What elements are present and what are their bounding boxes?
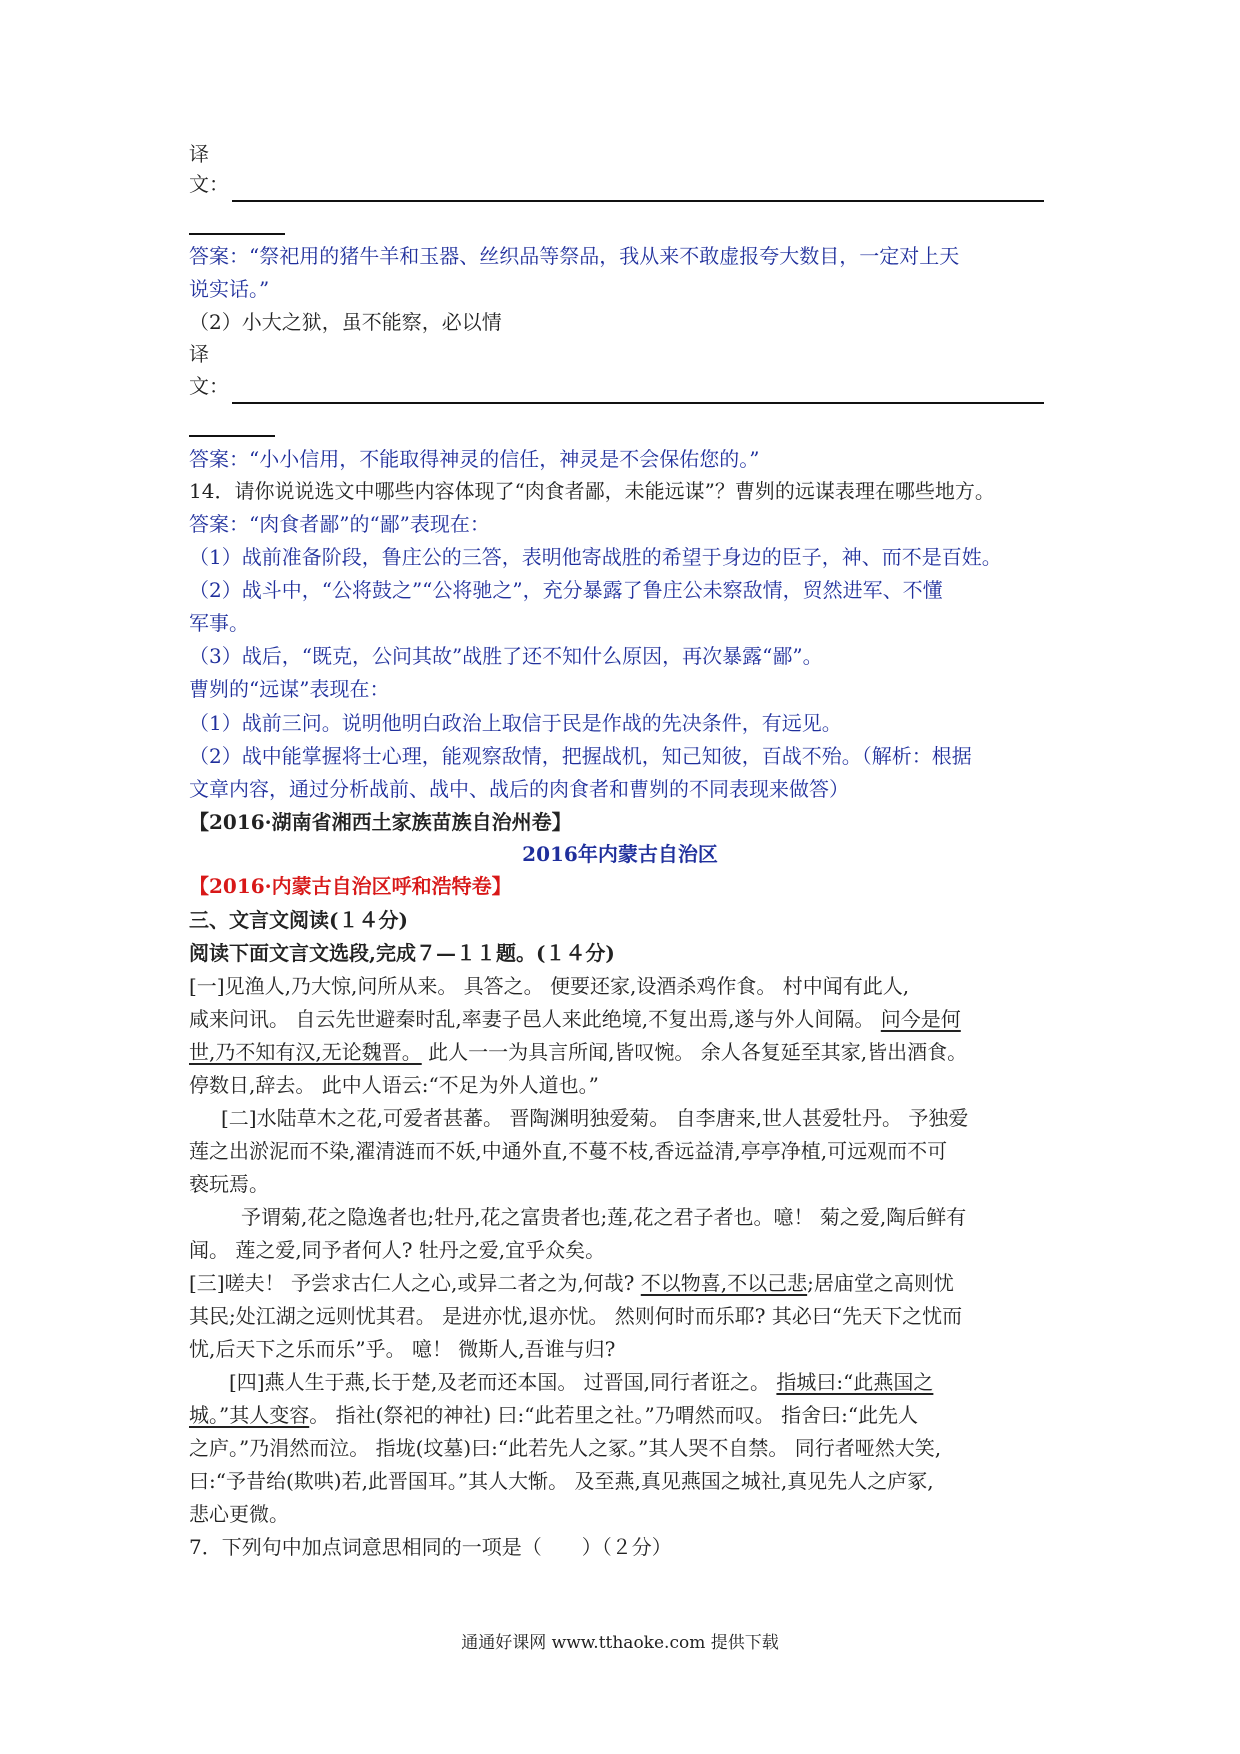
passage-line [189,1005,961,1033]
answer-text: （2）战斗中，“公将鼓之”“公将驰之”，充分暴露了鲁庄公未察敌情，贸然进军、不懂 [189,578,943,602]
instruction: 阅读下面文言文选段,完成７—１１题。(１４分) [189,941,615,965]
question-7: 7．下列句中加点词意思相同的一项是（ ）（２分） [189,1535,672,1559]
footer: 通通好课网 www.tthaoke.com 提供下载 [461,1633,779,1653]
answer-text: 曹刿的“远谋”表现在： [189,677,390,701]
answer-text: （1）战前准备阶段，鲁庄公的三答，表明他寄战胜的希望于身边的臣子，神、而不是百姓。 [189,545,1002,569]
passage-line: 停数日,辞去。 此中人语云:“不足为外人道也。” [189,1073,599,1097]
underlined-text: 指城曰:“此燕国之 [776,1370,934,1394]
answer-text: 说实话。” [189,277,270,301]
answer-text: 文章内容，通过分析战前、战中、战后的肉食者和曹刿的不同表现来做答） [189,777,849,801]
label-yi: 译 [189,142,209,166]
passage-line [189,1038,967,1066]
passage-line: 予谓菊,花之隐逸者也;牡丹,花之富贵者也;莲,花之君子者也。噫！ 菊之爱,陶后鲜有 [241,1205,967,1229]
sub-question: （2）小大之狱，虽不能察，必以情 [189,310,502,334]
answer-line [189,435,275,437]
text: ;居庙堂之高则忧 [807,1271,954,1295]
passage-line: 悲心更微。 [189,1502,289,1526]
answer-line [232,402,1044,404]
passage-line: 莲之出淤泥而不染,濯清涟而不妖,中通外直,不蔓不枝,香远益清,亭亭净植,可远观而不可 [189,1139,948,1163]
passage-line: 亵玩焉。 [189,1172,269,1196]
answer-text: （3）战后，“既克，公问其故”战胜了还不知什么原因，再次暴露“鄙”。 [189,644,823,668]
answer-text: 军事。 [189,611,249,635]
answer-text: 答案：“祭祀用的猪牛羊和玉器、丝织品等祭品，我从来不敢虚报夸大数目，一定对上天 [189,244,960,268]
passage-line [189,1269,954,1297]
text: [四]燕人生于燕,长于楚,及老而还本国。 过晋国,同行者诳之。 [229,1370,777,1394]
underlined-text: 城。”其人变容 [189,1403,310,1427]
label-wen: 文： [189,374,229,398]
passage-line [189,1401,918,1429]
passage-line [229,1368,933,1396]
answer-line [232,200,1044,202]
region-title: 2016年内蒙古自治区 [522,842,718,866]
answer-line [189,233,285,235]
text: 此人一一为具言所闻,皆叹惋。 余人各复延至其家,皆出酒食。 [421,1040,968,1064]
text: 。 指社(祭祀的神社) 曰:“此若里之社。”乃喟然而叹。 指舍曰:“此先人 [309,1403,919,1427]
passage-line: 忧,后天下之乐而乐”乎。 噫！ 微斯人,吾谁与归? [189,1337,616,1361]
paper-title: 【2016·内蒙古自治区呼和浩特卷】 [189,874,512,898]
passage-line: [一]见渔人,乃大惊,问所从来。 具答之。 便要还家,设酒杀鸡作食。 村中闻有此人, [189,974,910,998]
passage-line: 曰:“予昔绐(欺哄)若,此晋国耳。”其人大惭。 及至燕,真见燕国之城社,真见先人之庐冢, [189,1469,934,1493]
answer-text: （1）战前三问。说明他明白政治上取信于民是作战的先决条件，有远见。 [189,711,842,735]
text: [三]嗟夫！ 予尝求古仁人之心,或异二者之为,何哉? [189,1271,641,1295]
passage-line: [二]水陆草木之花,可爱者甚蕃。 晋陶渊明独爱菊。 自李唐来,世人甚爱牡丹。 予独爱 [221,1106,969,1130]
answer-text: 答案：“小小信用，不能取得神灵的信任，神灵是不会保佑您的。” [189,447,760,471]
underlined-text: 问今是何 [880,1007,961,1031]
underlined-text: 不以物喜,不以己悲 [640,1271,808,1295]
passage-line: 之庐。”乃涓然而泣。 指垅(坟墓)曰:“此若先人之冢。”其人哭不自禁。 同行者哑然大笑, [189,1436,942,1460]
answer-text: 答案：“肉食者鄙”的“鄙”表现在： [189,512,490,536]
label-wen: 文： [189,172,229,196]
exam-heading: 【2016·湖南省湘西土家族苗族自治州卷】 [189,810,572,834]
question-14: 14．请你说说选文中哪些内容体现了“肉食者鄙，未能远谋”？曹刿的远谋表理在哪些地方。 [189,479,995,503]
answer-text: （2）战中能掌握将士心理，能观察敌情，把握战机，知己知彼，百战不殆。（解析：根据 [189,744,972,768]
section-heading: 三、文言文阅读(１４分) [189,908,408,932]
text: 咸来问讯。 自云先世避秦时乱,率妻子邑人来此绝境,不复出焉,遂与外人间隔。 [189,1007,881,1031]
underlined-text: 世,乃不知有汉,无论魏晋。 [189,1040,422,1064]
label-yi: 译 [189,342,209,366]
passage-line: 闻。 莲之爱,同予者何人? 牡丹之爱,宜乎众矣。 [189,1238,606,1262]
passage-line: 其民;处江湖之远则忧其君。 是进亦忧,退亦忧。 然则何时而乐耶? 其必曰“先天下之忧而 [189,1304,963,1328]
